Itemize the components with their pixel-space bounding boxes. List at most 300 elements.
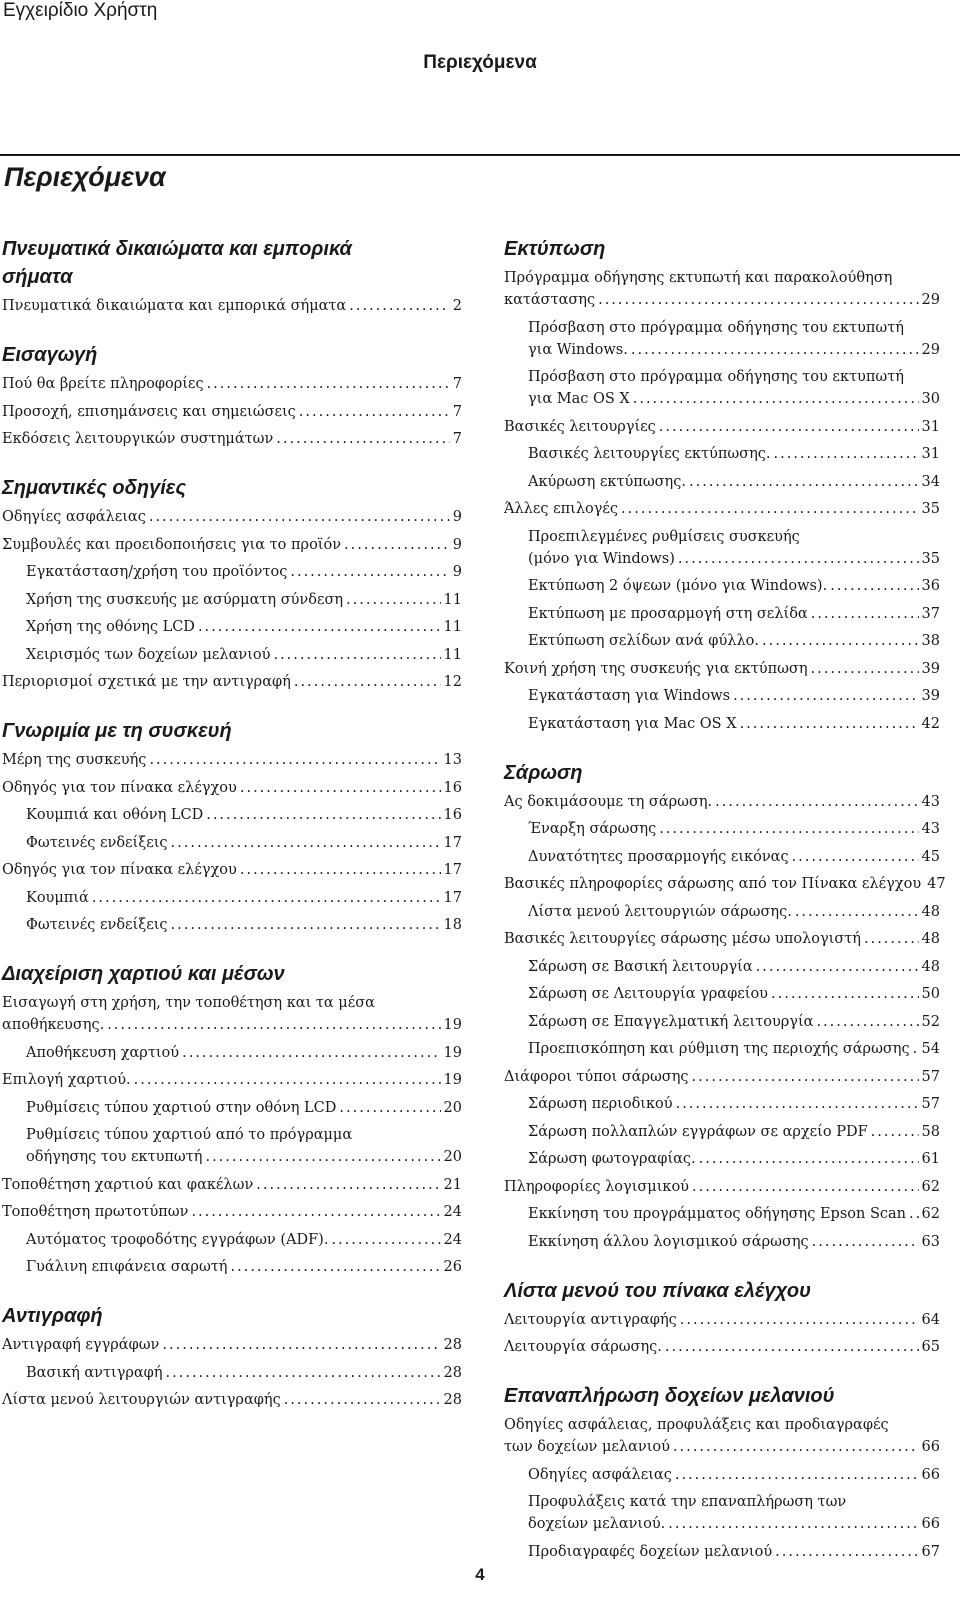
toc-entry[interactable] bbox=[2, 1042, 462, 1064]
toc-entry[interactable] bbox=[504, 1148, 940, 1170]
toc-entry-label: Συμβουλές και προειδοποιήσεις για το προϊόν bbox=[2, 536, 342, 553]
dot-leader bbox=[205, 1146, 440, 1168]
dot-leader bbox=[273, 644, 440, 666]
toc-entry[interactable] bbox=[2, 534, 462, 556]
toc-entry-label-line1: Εισαγωγή στη χρήση, την τοποθέτηση και τα μέσα bbox=[2, 995, 375, 1011]
toc-entry-label: Σάρωση σε Βασική λειτουργία bbox=[528, 958, 753, 975]
toc-entry-label: Άλλες επιλογές bbox=[504, 501, 619, 517]
toc-entry-label: Αποθήκευση χαρτιού bbox=[26, 1044, 180, 1061]
toc-entry-page: 21 bbox=[443, 1176, 462, 1193]
toc-entry-page: 7 bbox=[452, 431, 462, 447]
dot-leader bbox=[792, 846, 919, 868]
toc-entry-page: 37 bbox=[921, 605, 940, 622]
section-heading-line: Λίστα μενού του πίνακα ελέγχου bbox=[504, 1279, 811, 1302]
dot-leader bbox=[240, 777, 441, 799]
toc-entry-label: Μέρη της συσκευής bbox=[2, 752, 147, 768]
dot-leader bbox=[294, 671, 441, 693]
toc-entry-label: Τοποθέτηση πρωτοτύπων bbox=[2, 1204, 189, 1220]
dot-leader bbox=[276, 428, 449, 450]
toc-entry-label-line1: Προφυλάξεις κατά την επαναπλήρωση των bbox=[528, 1494, 847, 1510]
toc-entry[interactable] bbox=[504, 658, 940, 680]
toc-entry-page: 7 bbox=[452, 403, 462, 420]
dot-leader bbox=[149, 749, 440, 771]
toc-entry[interactable] bbox=[2, 1069, 462, 1091]
toc-entry[interactable] bbox=[2, 671, 462, 693]
toc-entry-label: Λειτουργία σάρωσης. bbox=[504, 1339, 662, 1355]
running-header-title: Εγχειρίδιο Χρήστη bbox=[3, 0, 158, 21]
toc-entry-label: Εκκίνηση του προγράμματος οδήγησης Epson Scan bbox=[528, 1206, 906, 1222]
dot-leader bbox=[676, 1093, 919, 1115]
dot-leader bbox=[909, 1203, 919, 1225]
toc-entry[interactable] bbox=[504, 873, 946, 895]
toc-entry[interactable] bbox=[504, 498, 940, 520]
dot-leader bbox=[762, 630, 919, 652]
toc-entry-page: 35 bbox=[921, 550, 940, 567]
section-heading-line: Διαχείριση χαρτιού και μέσων bbox=[2, 963, 285, 985]
toc-entry[interactable] bbox=[2, 295, 462, 317]
toc-entry-page: 43 bbox=[921, 793, 940, 810]
dot-leader bbox=[675, 1464, 919, 1486]
toc-entry-page: 11 bbox=[443, 646, 462, 663]
dot-leader bbox=[811, 603, 919, 625]
toc-entry[interactable] bbox=[504, 1176, 940, 1198]
dot-leader bbox=[692, 1066, 919, 1088]
toc-entry-page: 9 bbox=[452, 564, 462, 580]
toc-entry-label: Προδιαγραφές δοχείων μελανιού bbox=[528, 1543, 773, 1560]
toc-entry[interactable] bbox=[2, 1389, 462, 1411]
toc-entry-page: 58 bbox=[921, 1123, 940, 1140]
toc-entry-label-line1: Ρυθμίσεις τύπου χαρτιού από το πρόγραμμα bbox=[26, 1127, 353, 1143]
toc-entry[interactable] bbox=[2, 616, 462, 638]
toc-entry[interactable] bbox=[2, 804, 462, 826]
toc-entry[interactable] bbox=[504, 956, 940, 978]
dot-leader bbox=[166, 1362, 441, 1384]
toc-entry-page: 9 bbox=[452, 536, 462, 553]
toc-entry-page: 61 bbox=[921, 1151, 940, 1167]
toc-entry[interactable] bbox=[504, 267, 940, 311]
toc-entry-page: 66 bbox=[921, 1516, 940, 1532]
toc-entry-label: Εκδόσεις λειτουργικών συστημάτων bbox=[2, 431, 274, 447]
toc-entry[interactable] bbox=[504, 818, 940, 840]
toc-entry-label-line1: Οδηγίες ασφάλειας, προφυλάξεις και προδιαγραφές bbox=[504, 1417, 889, 1433]
toc-entry-page: 30 bbox=[921, 391, 940, 407]
toc-entry[interactable] bbox=[2, 992, 462, 1036]
dot-leader bbox=[182, 1042, 440, 1064]
dot-leader bbox=[290, 561, 449, 583]
section-heading-line: σήματα bbox=[2, 266, 73, 288]
toc-entry-page: 45 bbox=[921, 848, 940, 865]
toc-entry[interactable] bbox=[2, 373, 462, 395]
toc-entry[interactable] bbox=[2, 1097, 462, 1119]
toc-entry-label: Προσοχή, επισημάνσεις και σημειώσεις bbox=[2, 403, 296, 420]
toc-entry-page: 47 bbox=[927, 876, 946, 892]
toc-entry-label: Οδηγός για τον πίνακα ελέγχου bbox=[2, 779, 237, 796]
section-heading-line: Επαναπλήρωση δοχείων μελανιού bbox=[504, 1385, 835, 1407]
toc-entry[interactable] bbox=[2, 832, 462, 854]
toc-entry-label: Βασικές λειτουργίες bbox=[504, 418, 656, 435]
toc-entry-page: 28 bbox=[443, 1337, 462, 1353]
dot-leader bbox=[207, 373, 450, 395]
toc-entry[interactable] bbox=[2, 859, 462, 881]
toc-entry[interactable] bbox=[2, 1362, 462, 1384]
dot-leader bbox=[740, 713, 919, 735]
toc-entry-label: Εγκατάσταση για Mac OS X bbox=[528, 715, 737, 732]
dot-leader bbox=[198, 616, 441, 638]
toc-entry[interactable] bbox=[504, 1038, 940, 1060]
section-heading bbox=[504, 759, 940, 787]
toc-entry[interactable] bbox=[504, 1464, 940, 1486]
section-heading bbox=[504, 1382, 940, 1410]
dot-leader bbox=[171, 914, 441, 936]
toc-entry[interactable] bbox=[504, 983, 940, 1005]
toc-entry-label: Χειρισμός των δοχείων μελανιού bbox=[26, 646, 271, 663]
toc-entry[interactable] bbox=[2, 1124, 462, 1168]
toc-entry-page: 31 bbox=[921, 418, 940, 435]
toc-entry-label: Ρυθμίσεις τύπου χαρτιού στην οθόνη LCD bbox=[26, 1099, 337, 1116]
toc-entry[interactable] bbox=[2, 506, 462, 528]
toc-entry-label: Αυτόματος τροφοδότης εγγράφων (ADF). bbox=[26, 1231, 329, 1248]
toc-entry-page: 43 bbox=[921, 821, 940, 837]
dot-leader bbox=[678, 548, 919, 570]
dot-leader bbox=[256, 1174, 440, 1196]
dot-leader bbox=[665, 1336, 919, 1358]
toc-entry-label: Έναρξη σάρωσης bbox=[528, 821, 657, 837]
toc-entry-label: Λειτουργία αντιγραφής bbox=[504, 1311, 677, 1328]
toc-entry-page: 39 bbox=[921, 688, 940, 704]
toc-entry-page: 42 bbox=[921, 715, 940, 732]
section-heading-line: Σημαντικές οδηγίες bbox=[2, 477, 186, 499]
toc-entry-label: Εκτύπωση σελίδων ανά φύλλο. bbox=[528, 633, 759, 649]
toc-entry[interactable] bbox=[504, 791, 940, 813]
header-divider bbox=[0, 154, 960, 156]
toc-entry-label: Πού θα βρείτε πληροφορίες bbox=[2, 376, 204, 392]
toc-entry-page: 11 bbox=[443, 591, 462, 608]
dot-leader bbox=[775, 1541, 918, 1563]
toc-entry-label-line1: Πρόσβαση στο πρόγραμμα οδήγησης του εκτυπωτή bbox=[528, 369, 904, 385]
dot-leader bbox=[913, 1038, 919, 1060]
toc-entry-page: 52 bbox=[921, 1013, 940, 1030]
toc-entry[interactable] bbox=[504, 1011, 940, 1033]
toc-entry-page: 34 bbox=[921, 473, 940, 490]
dot-leader bbox=[715, 791, 918, 813]
toc-entry-page: 57 bbox=[921, 1068, 940, 1085]
dot-leader bbox=[680, 1309, 919, 1331]
dot-leader bbox=[673, 1436, 919, 1458]
toc-entry[interactable] bbox=[2, 1229, 462, 1251]
section-heading bbox=[2, 474, 462, 502]
dot-leader bbox=[864, 928, 919, 950]
toc-entry[interactable] bbox=[2, 777, 462, 799]
toc-left-column bbox=[2, 235, 462, 1417]
dot-leader bbox=[162, 1334, 440, 1356]
dot-leader bbox=[871, 1121, 919, 1143]
toc-entry-page: 66 bbox=[921, 1466, 940, 1483]
toc-entry-label: Οδηγός για τον πίνακα ελέγχου bbox=[2, 862, 237, 878]
section-heading bbox=[2, 960, 462, 988]
toc-entry-page: 31 bbox=[921, 446, 940, 462]
toc-entry-label: Βασική αντιγραφή bbox=[26, 1364, 163, 1381]
toc-entry-label: Φωτεινές ενδείξεις bbox=[26, 834, 168, 851]
toc-entry[interactable] bbox=[2, 589, 462, 611]
dot-leader bbox=[795, 901, 919, 923]
toc-entry-page: 28 bbox=[443, 1392, 462, 1408]
dot-leader bbox=[668, 1513, 918, 1535]
section-heading-line: Εισαγωγή bbox=[2, 344, 98, 366]
toc-entry[interactable] bbox=[504, 1414, 940, 1458]
dot-leader bbox=[659, 818, 918, 840]
toc-entry-page: 65 bbox=[921, 1339, 940, 1355]
toc-entry[interactable] bbox=[2, 887, 462, 909]
dot-leader bbox=[206, 804, 440, 826]
toc-entry[interactable] bbox=[504, 1231, 940, 1253]
dot-leader bbox=[699, 1148, 919, 1170]
toc-entry-label: για Windows. bbox=[528, 341, 628, 358]
toc-entry-label: Σάρωση σε Επαγγελματική λειτουργία bbox=[528, 1013, 814, 1030]
toc-entry-page: 20 bbox=[443, 1099, 462, 1116]
toc-entry-label: δοχείων μελανιού. bbox=[528, 1516, 666, 1532]
toc-entry-label: Βασικές λειτουργίες εκτύπωσης. bbox=[528, 446, 771, 462]
toc-entry-page: 18 bbox=[443, 917, 462, 933]
toc-entry-page: 24 bbox=[443, 1204, 462, 1220]
dot-leader bbox=[339, 1097, 440, 1119]
toc-entry[interactable] bbox=[504, 526, 940, 570]
toc-entry-label: (μόνο για Windows) bbox=[528, 550, 675, 567]
dot-leader bbox=[659, 416, 919, 438]
toc-entry-page: 38 bbox=[921, 633, 940, 649]
toc-entry-label: Φωτεινές ενδείξεις bbox=[26, 917, 168, 933]
toc-entry[interactable] bbox=[504, 1093, 940, 1115]
toc-entry[interactable] bbox=[504, 1121, 940, 1143]
toc-entry-page: 16 bbox=[443, 779, 462, 796]
toc-entry-label: κατάστασης bbox=[504, 292, 596, 308]
toc-entry[interactable] bbox=[2, 644, 462, 666]
toc-entry[interactable] bbox=[504, 685, 940, 707]
toc-entry-label: Εκτύπωση με προσαρμογή στη σελίδα bbox=[528, 605, 808, 622]
toc-entry[interactable] bbox=[2, 1201, 462, 1223]
toc-entry[interactable] bbox=[504, 630, 940, 652]
toc-entry[interactable] bbox=[504, 366, 940, 410]
toc-entry-label: Εκτύπωση 2 όψεων (μόνο για Windows). bbox=[528, 578, 828, 594]
dot-leader bbox=[771, 983, 919, 1005]
toc-entry-page: 39 bbox=[921, 660, 940, 677]
section-heading-line: Γνωριμία με τη συσκευή bbox=[2, 720, 232, 742]
toc-entry-page: 62 bbox=[921, 1206, 940, 1222]
toc-entry-label: Πληροφορίες λογισμικού bbox=[504, 1178, 689, 1195]
toc-entry-label: Βασικές λειτουργίες σάρωσης μέσω υπολογιστή bbox=[504, 931, 861, 947]
toc-entry[interactable] bbox=[504, 901, 940, 923]
dot-leader bbox=[633, 388, 919, 410]
dot-leader bbox=[191, 1201, 440, 1223]
toc-entry-label: για Mac OS X bbox=[528, 391, 630, 407]
section-heading bbox=[2, 1302, 462, 1330]
dot-leader bbox=[774, 443, 919, 465]
toc-entry[interactable] bbox=[2, 401, 462, 423]
section-heading bbox=[504, 1277, 940, 1305]
dot-leader bbox=[621, 498, 919, 520]
toc-entry-page: 13 bbox=[443, 752, 462, 768]
toc-entry[interactable] bbox=[504, 1336, 940, 1358]
toc-entry-label: Χρήση της συσκευής με ασύρματη σύνδεση bbox=[26, 591, 344, 608]
dot-leader bbox=[344, 534, 450, 556]
dot-leader bbox=[598, 289, 918, 311]
toc-entry-page: 12 bbox=[443, 674, 462, 690]
toc-entry[interactable] bbox=[2, 561, 462, 583]
toc-entry[interactable] bbox=[504, 317, 940, 361]
toc-entry-page: 19 bbox=[443, 1017, 462, 1033]
toc-entry-label: Εγκατάσταση για Windows bbox=[528, 688, 731, 704]
dot-leader bbox=[812, 1231, 919, 1253]
toc-entry-label: Οδηγίες ασφάλειας bbox=[2, 509, 146, 525]
toc-entry-page: 7 bbox=[452, 376, 462, 392]
dot-leader bbox=[631, 339, 919, 361]
toc-entry-page: 57 bbox=[921, 1096, 940, 1112]
toc-entry[interactable] bbox=[504, 1066, 940, 1088]
toc-entry-page: 36 bbox=[921, 578, 940, 594]
toc-entry-page: 67 bbox=[921, 1543, 940, 1560]
toc-entry[interactable] bbox=[504, 846, 940, 868]
toc-entry-page: 17 bbox=[443, 889, 462, 906]
toc-entry-label: Σάρωση σε Λειτουργία γραφείου bbox=[528, 986, 768, 1002]
toc-entry-page: 63 bbox=[921, 1233, 940, 1250]
section-heading-line: Σάρωση bbox=[504, 761, 583, 784]
toc-entry[interactable] bbox=[2, 1334, 462, 1356]
toc-entry-page: 16 bbox=[443, 807, 462, 823]
toc-entry[interactable] bbox=[504, 1309, 940, 1331]
toc-entry-label: Σάρωση πολλαπλών εγγράφων σε αρχείο PDF bbox=[528, 1123, 868, 1140]
toc-entry-page: 48 bbox=[921, 958, 940, 975]
toc-entry[interactable] bbox=[504, 928, 940, 950]
toc-entry-page: 35 bbox=[921, 501, 940, 517]
toc-entry-label: Γυάλινη επιφάνεια σαρωτή bbox=[26, 1259, 228, 1275]
toc-entry-label: αποθήκευσης. bbox=[2, 1017, 105, 1033]
toc-entry-label: Δυνατότητες προσαρμογής εικόνας bbox=[528, 848, 789, 865]
toc-entry-page: 9 bbox=[452, 509, 462, 525]
toc-entry-page: 66 bbox=[921, 1439, 940, 1455]
toc-entry-page: 62 bbox=[921, 1178, 940, 1195]
toc-entry-label: Χρήση της οθόνης LCD bbox=[26, 619, 195, 635]
toc-entry-label: Περιορισμοί σχετικά με την αντιγραφή bbox=[2, 674, 291, 690]
toc-entry-label: Κουμπιά και οθόνη LCD bbox=[26, 807, 204, 823]
toc-entry[interactable] bbox=[2, 428, 462, 450]
section-heading-line: Αντιγραφή bbox=[2, 1305, 103, 1327]
toc-entry-label: Αντιγραφή εγγράφων bbox=[2, 1337, 160, 1353]
toc-entry-page: 24 bbox=[443, 1231, 462, 1248]
dot-leader bbox=[756, 956, 919, 978]
toc-entry-label: των δοχείων μελανιού bbox=[504, 1439, 670, 1455]
section-heading bbox=[2, 717, 462, 745]
dot-leader bbox=[92, 887, 441, 909]
section-heading bbox=[504, 235, 940, 263]
toc-entry-label: Οδηγίες ασφάλειας bbox=[528, 1466, 672, 1483]
toc-entry[interactable] bbox=[2, 1174, 462, 1196]
toc-entry-label: Επιλογή χαρτιού. bbox=[2, 1072, 131, 1088]
toc-entry-label: Σάρωση φωτογραφίας. bbox=[528, 1151, 696, 1167]
toc-entry-page: 48 bbox=[921, 931, 940, 947]
dot-leader bbox=[811, 658, 919, 680]
dot-leader bbox=[171, 832, 441, 854]
toc-entry-label-line1: Προεπιλεγμένες ρυθμίσεις συσκευής bbox=[528, 528, 800, 545]
toc-entry-label: Προεπισκόπηση και ρύθμιση της περιοχής σάρωσης bbox=[528, 1041, 910, 1057]
section-heading-line: Πνευματικά δικαιώματα και εμπορικά bbox=[2, 238, 352, 260]
section-heading bbox=[2, 341, 462, 369]
toc-entry[interactable] bbox=[504, 1541, 940, 1563]
toc-entry[interactable] bbox=[504, 416, 940, 438]
dot-leader bbox=[240, 859, 441, 881]
dot-leader bbox=[331, 1229, 440, 1251]
toc-entry[interactable] bbox=[2, 749, 462, 771]
toc-entry-page: 28 bbox=[443, 1364, 462, 1381]
toc-entry-label: Λίστα μενού λειτουργιών αντιγραφής bbox=[2, 1392, 281, 1408]
toc-entry-page: 17 bbox=[443, 834, 462, 851]
toc-entry-label-line1: Πρόσβαση στο πρόγραμμα οδήγησης του εκτυπωτή bbox=[528, 319, 904, 336]
toc-entry-label: Κουμπιά bbox=[26, 889, 89, 906]
dot-leader bbox=[299, 401, 450, 423]
toc-entry-page: 54 bbox=[921, 1041, 940, 1057]
page-number: 4 bbox=[475, 1565, 485, 1584]
toc-entry-label: Πνευματικά δικαιώματα και εμπορικά σήματα bbox=[2, 298, 347, 314]
dot-leader bbox=[733, 685, 918, 707]
dot-leader bbox=[830, 575, 918, 597]
toc-entry-page: 29 bbox=[921, 341, 940, 358]
toc-entry-page: 26 bbox=[443, 1259, 462, 1275]
toc-entry-label: Λίστα μενού λειτουργιών σάρωσης. bbox=[528, 903, 792, 920]
dot-leader bbox=[349, 295, 450, 317]
toc-entry[interactable] bbox=[2, 914, 462, 936]
toc-entry-page: 50 bbox=[921, 986, 940, 1002]
toc-entry[interactable] bbox=[504, 1203, 940, 1225]
toc-entry-page: 19 bbox=[443, 1044, 462, 1061]
toc-entry-page: 20 bbox=[443, 1149, 462, 1165]
toc-entry-page: 17 bbox=[443, 862, 462, 878]
dot-leader bbox=[692, 1176, 919, 1198]
toc-entry-label: Εγκατάσταση/χρήση του προϊόντος bbox=[26, 564, 288, 580]
dot-leader bbox=[107, 1014, 440, 1036]
toc-entry-label: Ας δοκιμάσουμε τη σάρωση. bbox=[504, 793, 713, 810]
toc-entry-page: 2 bbox=[452, 298, 462, 314]
toc-entry-label: οδήγησης του εκτυπωτή bbox=[26, 1149, 203, 1165]
dot-leader bbox=[816, 1011, 918, 1033]
toc-entry-label: Σάρωση περιοδικού bbox=[528, 1096, 673, 1112]
toc-entry-page: 29 bbox=[921, 292, 940, 308]
dot-leader bbox=[134, 1069, 441, 1091]
toc-entry[interactable] bbox=[504, 575, 940, 597]
toc-entry[interactable] bbox=[504, 603, 940, 625]
section-heading bbox=[2, 235, 462, 291]
toc-entry[interactable] bbox=[504, 1491, 940, 1535]
toc-entry-label: Τοποθέτηση χαρτιού και φακέλων bbox=[2, 1176, 254, 1193]
dot-leader bbox=[346, 589, 441, 611]
toc-entry[interactable] bbox=[2, 1256, 462, 1278]
page-title: Περιεχόμενα bbox=[4, 162, 166, 192]
dot-leader bbox=[284, 1389, 441, 1411]
section-heading-line: Εκτύπωση bbox=[504, 238, 606, 260]
dot-leader bbox=[689, 471, 919, 493]
toc-entry-label: Κοινή χρήση της συσκευής για εκτύπωση bbox=[504, 660, 808, 677]
dot-leader bbox=[149, 506, 450, 528]
toc-entry-label-line1: Πρόγραμμα οδήγησης εκτυπωτή και παρακολούθηση bbox=[504, 270, 893, 286]
toc-entry-label: Ακύρωση εκτύπωσης. bbox=[528, 473, 686, 490]
running-header-section: Περιεχόμενα bbox=[423, 52, 537, 73]
toc-entry-label: Βασικές πληροφορίες σάρωσης από τον Πίνακα ελέγχου bbox=[504, 876, 922, 892]
dot-leader bbox=[231, 1256, 441, 1278]
toc-entry-page: 11 bbox=[443, 619, 462, 635]
toc-entry[interactable] bbox=[504, 471, 940, 493]
toc-entry-page: 64 bbox=[921, 1311, 940, 1328]
toc-entry[interactable] bbox=[504, 713, 940, 735]
toc-right-column bbox=[504, 235, 946, 1568]
toc-entry[interactable] bbox=[504, 443, 940, 465]
toc-entry-page: 19 bbox=[443, 1072, 462, 1088]
